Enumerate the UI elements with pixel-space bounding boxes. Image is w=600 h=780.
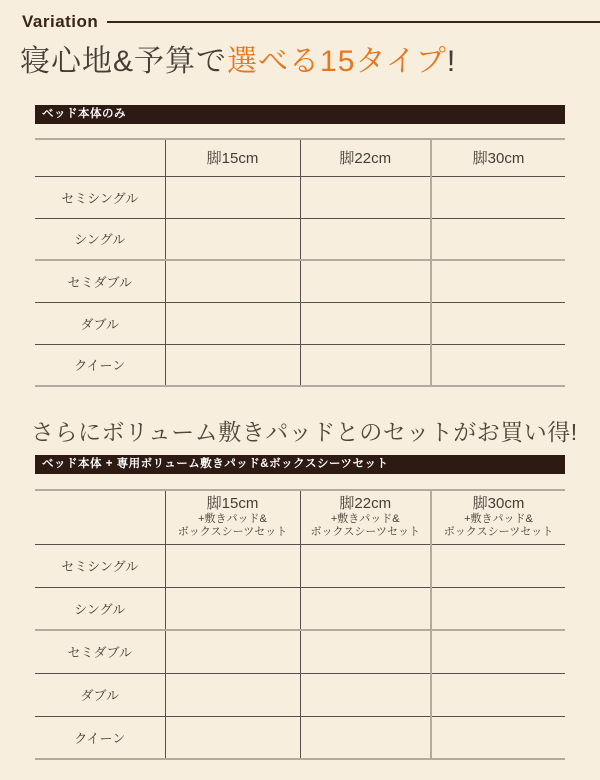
price-cell [165, 302, 300, 344]
price-cell [165, 673, 300, 716]
price-cell [300, 344, 431, 386]
row-header-semidouble: セミダブル [35, 260, 165, 302]
page-title-highlight: 選べる15タイプ [227, 45, 447, 78]
price-cell [165, 260, 300, 302]
column-header-leg15-set: 脚15cm +敷きパッド& ボックスシーツセット [165, 490, 300, 544]
column-header-leg22: 脚22cm [300, 139, 431, 176]
table-row [35, 544, 565, 587]
price-cell [300, 176, 431, 218]
row-header-double: ダブル [35, 302, 165, 344]
table-row [35, 673, 565, 716]
price-cell [300, 716, 431, 759]
section1-bar-label: ベッド本体のみ [35, 105, 565, 124]
row-header-single: シングル [35, 218, 165, 260]
price-cell [431, 673, 565, 716]
row-header-semidouble: セミダブル [35, 630, 165, 673]
price-cell [165, 544, 300, 587]
table-header-row [35, 139, 565, 176]
row-header-double: ダブル [35, 673, 165, 716]
section2-bar-label: ベッド本体 + 専用ボリューム敷きパッド&ボックスシーツセット [35, 455, 565, 474]
price-cell [300, 302, 431, 344]
column-header-leg30: 脚30cm [431, 139, 565, 176]
price-cell [431, 544, 565, 587]
price-cell [431, 716, 565, 759]
price-cell [431, 344, 565, 386]
table-row [35, 630, 565, 673]
page-title-prefix: 寝心地&予算で [20, 45, 228, 78]
price-cell [300, 260, 431, 302]
table-row [35, 587, 565, 630]
row-header-queen: クイーン [74, 358, 126, 374]
bed-set-price-table [35, 489, 565, 760]
column-header-leg22-set: 脚22cm +敷きパッド& ボックスシーツセット [300, 490, 431, 544]
price-cell [300, 218, 431, 260]
set-offer-heading: さらにボリューム敷きパッドとのセットがお買い得! [31, 419, 578, 445]
price-cell [300, 630, 431, 673]
column-header-leg30-set: 脚30cm +敷きパッド& ボックスシーツセット [431, 490, 565, 544]
price-cell [165, 716, 300, 759]
table-row [35, 218, 565, 260]
table-row [35, 260, 565, 302]
table-row [35, 344, 565, 386]
table-row [35, 302, 565, 344]
variation-header [22, 12, 600, 32]
price-cell [431, 587, 565, 630]
price-cell [431, 302, 565, 344]
bed-only-price-table [35, 138, 565, 387]
row-header-semisingle: セミシングル [35, 176, 165, 218]
table-row [35, 716, 565, 759]
price-cell [300, 587, 431, 630]
price-cell [431, 176, 565, 218]
price-cell [165, 218, 300, 260]
corner-cell [35, 139, 165, 176]
column-header-leg15: 脚15cm [165, 139, 300, 176]
variation-label: Variation [22, 12, 99, 31]
corner-cell [35, 490, 165, 544]
variation-section [0, 12, 600, 780]
table-header-row [35, 490, 565, 544]
price-cell [165, 176, 300, 218]
price-cell [431, 630, 565, 673]
price-cell [165, 587, 300, 630]
page-title [20, 44, 600, 80]
table-row [35, 176, 565, 218]
price-cell [431, 218, 565, 260]
price-cell [300, 673, 431, 716]
row-header-queen: クイーン [74, 730, 126, 746]
variation-rule [107, 21, 600, 23]
price-cell [165, 630, 300, 673]
page-title-suffix: ! [446, 45, 457, 78]
price-cell [165, 344, 300, 386]
price-cell [431, 260, 565, 302]
row-header-single: シングル [35, 587, 165, 630]
row-header-semisingle: セミシングル [35, 544, 165, 587]
price-cell [300, 544, 431, 587]
